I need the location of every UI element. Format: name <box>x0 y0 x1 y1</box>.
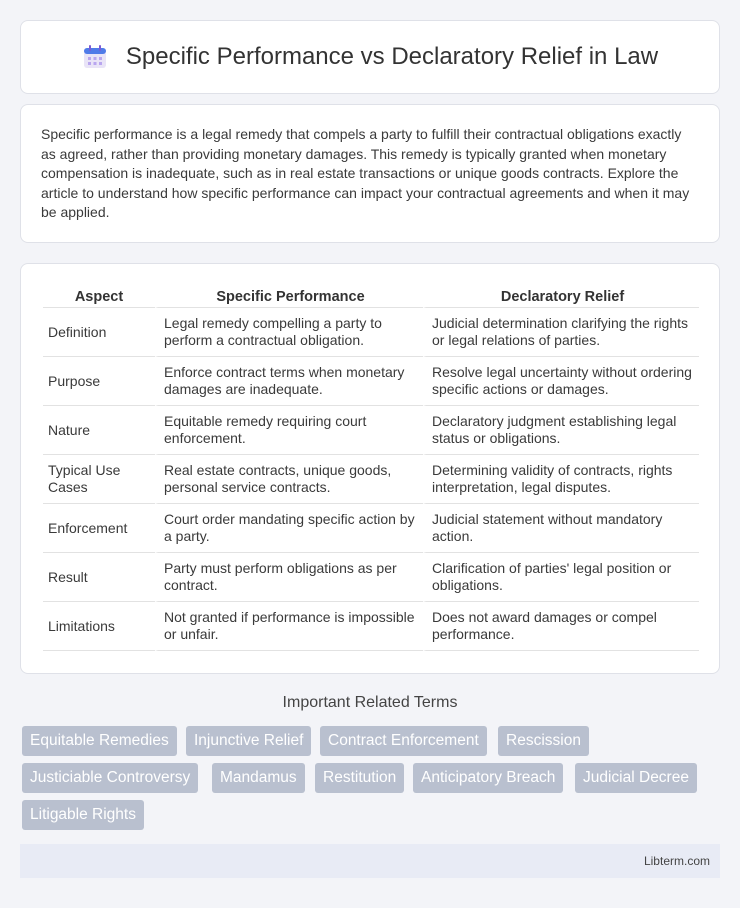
column-header-specific-performance: Specific Performance <box>155 282 423 308</box>
table-cell-specific-performance: Real estate contracts, unique goods, personal service contracts. <box>155 455 423 504</box>
column-header-declaratory-relief: Declaratory Relief <box>423 282 699 308</box>
column-header-aspect: Aspect <box>43 282 155 308</box>
table-cell-declaratory-relief: Declaratory judgment establishing legal status or obligations. <box>423 406 699 455</box>
calendar-icon <box>82 44 108 70</box>
tag-anticipatory-breach[interactable]: Anticipatory Breach <box>413 763 563 793</box>
table-cell-declaratory-relief: Determining validity of contracts, rights interpretation, legal disputes. <box>423 455 699 504</box>
table-cell-specific-performance: Party must perform obligations as per contract. <box>155 553 423 602</box>
table-cell-specific-performance: Not granted if performance is impossible or unfair. <box>155 602 423 651</box>
table-cell-specific-performance: Equitable remedy requiring court enforcement. <box>155 406 423 455</box>
table-row <box>43 406 699 455</box>
table-row <box>43 308 699 357</box>
table-header-row <box>43 282 699 308</box>
table-row <box>43 602 699 651</box>
table-cell-declaratory-relief: Clarification of parties' legal position or obligations. <box>423 553 699 602</box>
table-row <box>43 553 699 602</box>
tag-rescission[interactable]: Rescission <box>498 726 589 756</box>
table-cell-aspect: Nature <box>43 406 155 455</box>
header-card <box>20 20 720 94</box>
tag-contract-enforcement[interactable]: Contract Enforcement <box>320 726 487 756</box>
tag-justiciable-controversy[interactable]: Justiciable Controversy <box>22 763 198 793</box>
comparison-table <box>43 282 699 651</box>
table-row <box>43 504 699 553</box>
tag-restitution[interactable]: Restitution <box>315 763 404 793</box>
tag-judicial-decree[interactable]: Judicial Decree <box>575 763 697 793</box>
tag-litigable-rights[interactable]: Litigable Rights <box>22 800 144 830</box>
table-cell-aspect: Result <box>43 553 155 602</box>
tag-mandamus[interactable]: Mandamus <box>212 763 305 793</box>
table-row <box>43 357 699 406</box>
table-cell-declaratory-relief: Does not award damages or compel performance. <box>423 602 699 651</box>
table-cell-specific-performance: Legal remedy compelling a party to perform a contractual obligation. <box>155 308 423 357</box>
table-cell-aspect: Purpose <box>43 357 155 406</box>
table-cell-declaratory-relief: Resolve legal uncertainty without ordering specific actions or damages. <box>423 357 699 406</box>
intro-text: Specific performance is a legal remedy that compels a party to fulfill their contractual obligations exactly as agreed, rather than providing monetary damages. This remedy is typically granted when monetary compensation is inadequate, such as in real estate transactions or unique goods contracts. Explore the article to understand how specific performance can impact your contractual agreements and when it may be applied. <box>41 126 690 220</box>
table-cell-aspect: Limitations <box>43 602 155 651</box>
tag-equitable-remedies[interactable]: Equitable Remedies <box>22 726 177 756</box>
comparison-table-card <box>20 263 720 674</box>
table-cell-specific-performance: Court order mandating specific action by a party. <box>155 504 423 553</box>
table-cell-specific-performance: Enforce contract terms when monetary damages are inadequate. <box>155 357 423 406</box>
footer <box>20 844 720 878</box>
table-cell-aspect: Typical Use Cases <box>43 455 155 504</box>
table-row <box>43 455 699 504</box>
related-terms-title: Important Related Terms <box>282 694 458 711</box>
tag-injunctive-relief[interactable]: Injunctive Relief <box>186 726 311 756</box>
footer-site-link[interactable]: Libterm.com <box>643 854 710 868</box>
intro-card <box>20 104 720 243</box>
table-cell-aspect: Enforcement <box>43 504 155 553</box>
table-cell-aspect: Definition <box>43 308 155 357</box>
table-cell-declaratory-relief: Judicial statement without mandatory action. <box>423 504 699 553</box>
table-cell-declaratory-relief: Judicial determination clarifying the rights or legal relations of parties. <box>423 308 699 357</box>
page-title: Specific Performance vs Declaratory Relief in Law <box>125 43 659 70</box>
